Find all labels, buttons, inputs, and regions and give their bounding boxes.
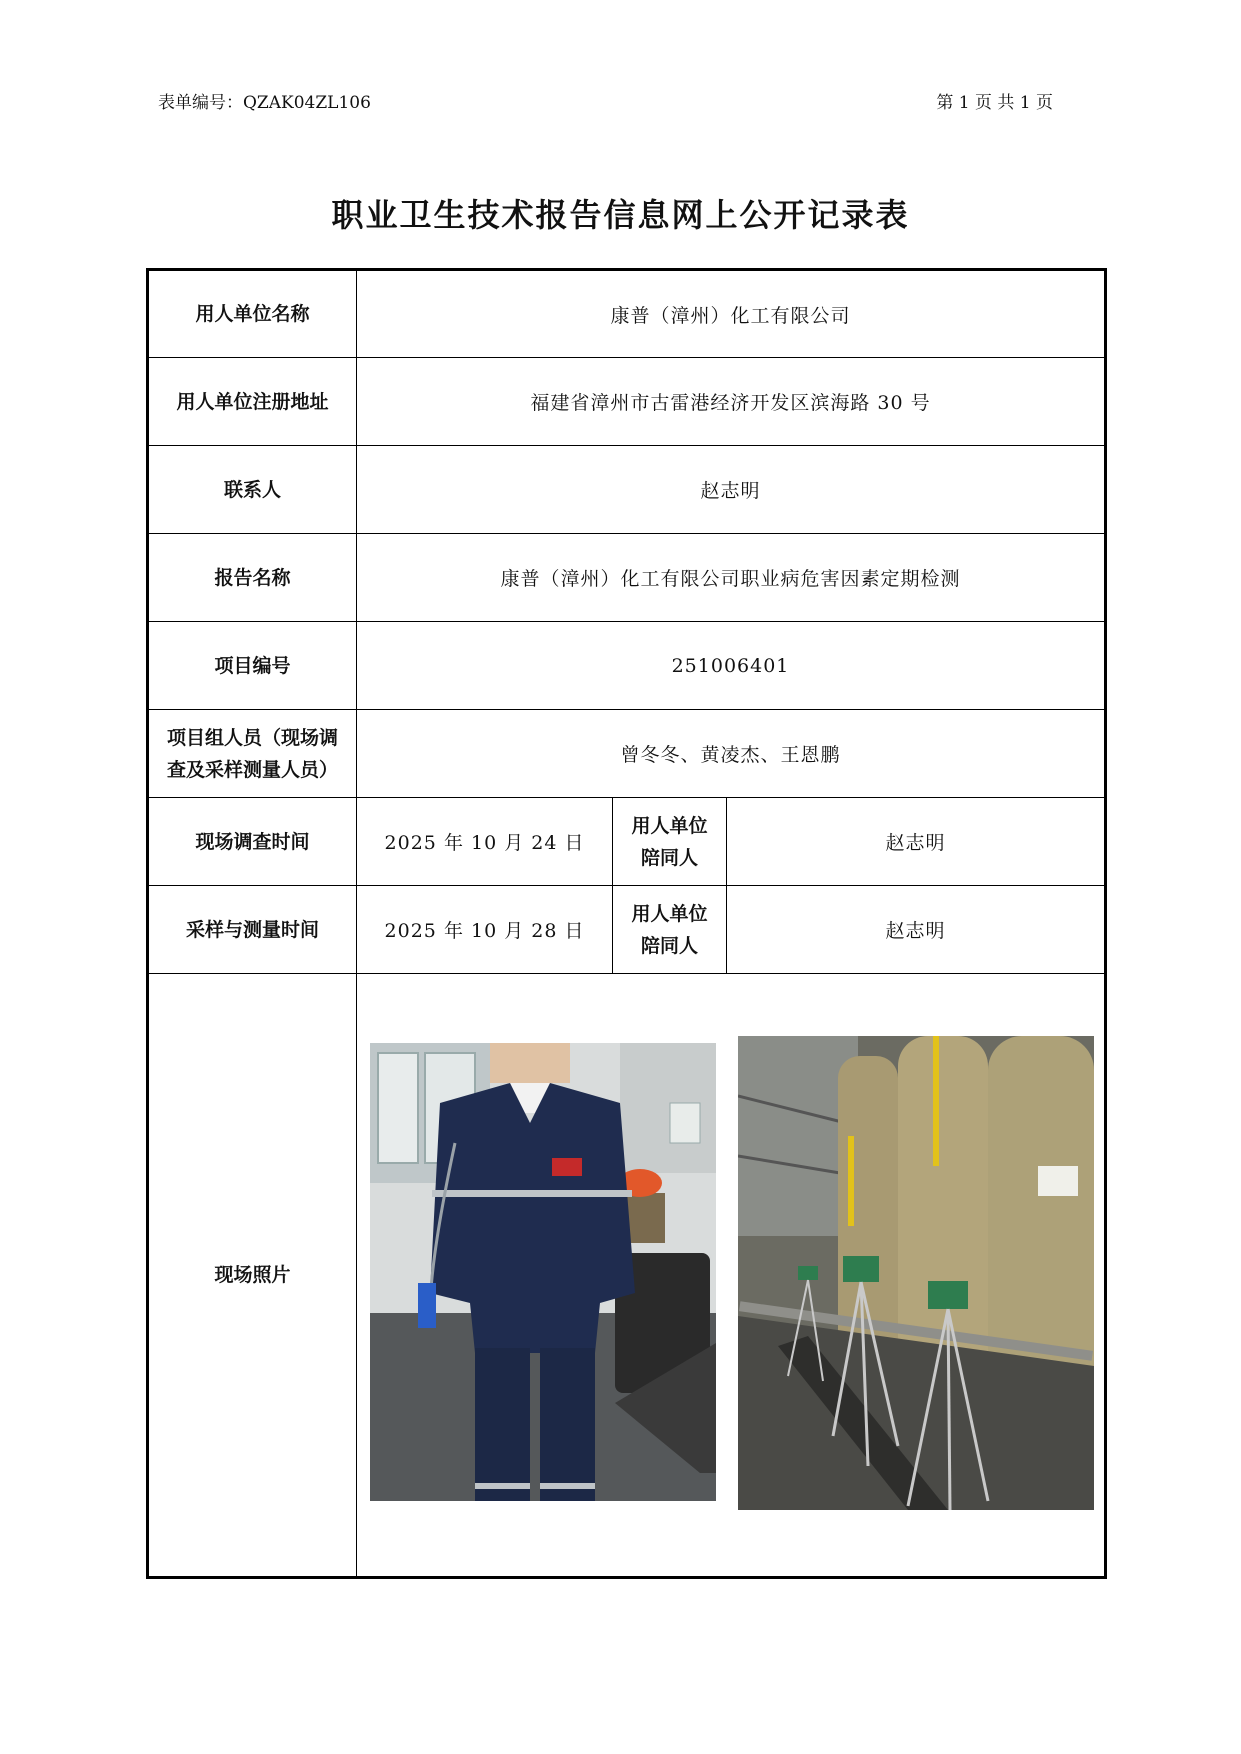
employer-name-value: 康普（漳州）化工有限公司 bbox=[357, 270, 1106, 358]
team-label-line2: 查及采样测量人员） bbox=[166, 758, 338, 781]
survey-accompany-line2: 陪同人 bbox=[640, 846, 698, 869]
survey-time-label: 现场调查时间 bbox=[148, 798, 357, 886]
survey-accompany-label bbox=[613, 798, 727, 886]
sampling-time-label: 采样与测量时间 bbox=[148, 886, 357, 974]
photos-container bbox=[357, 974, 1104, 1576]
photos-label: 现场照片 bbox=[148, 974, 357, 1578]
sampling-accompany-line2: 陪同人 bbox=[640, 934, 698, 957]
row-survey-time bbox=[148, 798, 1106, 886]
survey-accompany-value: 赵志明 bbox=[727, 798, 1106, 886]
contact-value: 赵志明 bbox=[357, 446, 1106, 534]
equipment-photo-illustration bbox=[738, 1036, 1094, 1510]
report-name-label: 报告名称 bbox=[148, 534, 357, 622]
employer-address-label: 用人单位注册地址 bbox=[148, 358, 357, 446]
worker-photo-illustration bbox=[370, 1043, 716, 1501]
row-report-name bbox=[148, 534, 1106, 622]
row-employer-address bbox=[148, 358, 1106, 446]
row-team bbox=[148, 710, 1106, 798]
survey-time-value: 2025 年 10 月 24 日 bbox=[357, 798, 613, 886]
team-label-line1: 项目组人员（现场调 bbox=[166, 726, 338, 749]
sampling-accompany-label bbox=[613, 886, 727, 974]
page-indicator: 第 1 页 共 1 页 bbox=[936, 93, 1053, 113]
employer-address-value: 福建省漳州市古雷港经济开发区滨海路 30 号 bbox=[357, 358, 1106, 446]
photos-cell bbox=[357, 974, 1106, 1578]
contact-label: 联系人 bbox=[148, 446, 357, 534]
row-contact bbox=[148, 446, 1106, 534]
row-sampling-time bbox=[148, 886, 1106, 974]
survey-accompany-line1: 用人单位 bbox=[631, 814, 708, 837]
project-no-label: 项目编号 bbox=[148, 622, 357, 710]
row-project-no bbox=[148, 622, 1106, 710]
row-photos bbox=[148, 974, 1106, 1578]
site-photo-worker bbox=[370, 1043, 716, 1501]
sampling-accompany-value: 赵志明 bbox=[727, 886, 1106, 974]
document-title: 职业卫生技术报告信息网上公开记录表 bbox=[331, 196, 910, 234]
record-table bbox=[146, 268, 1107, 1579]
project-no-value: 251006401 bbox=[357, 622, 1106, 710]
report-name-value: 康普（漳州）化工有限公司职业病危害因素定期检测 bbox=[357, 534, 1106, 622]
employer-name-label: 用人单位名称 bbox=[148, 270, 357, 358]
team-label bbox=[148, 710, 357, 798]
sampling-accompany-line1: 用人单位 bbox=[631, 902, 708, 925]
sampling-time-value: 2025 年 10 月 28 日 bbox=[357, 886, 613, 974]
team-value: 曾冬冬、黄凌杰、王恩鹏 bbox=[357, 710, 1106, 798]
row-employer-name bbox=[148, 270, 1106, 358]
site-photo-sampling-equipment bbox=[738, 1036, 1094, 1510]
form-number: 表单编号：QZAK04ZL106 bbox=[158, 93, 371, 113]
